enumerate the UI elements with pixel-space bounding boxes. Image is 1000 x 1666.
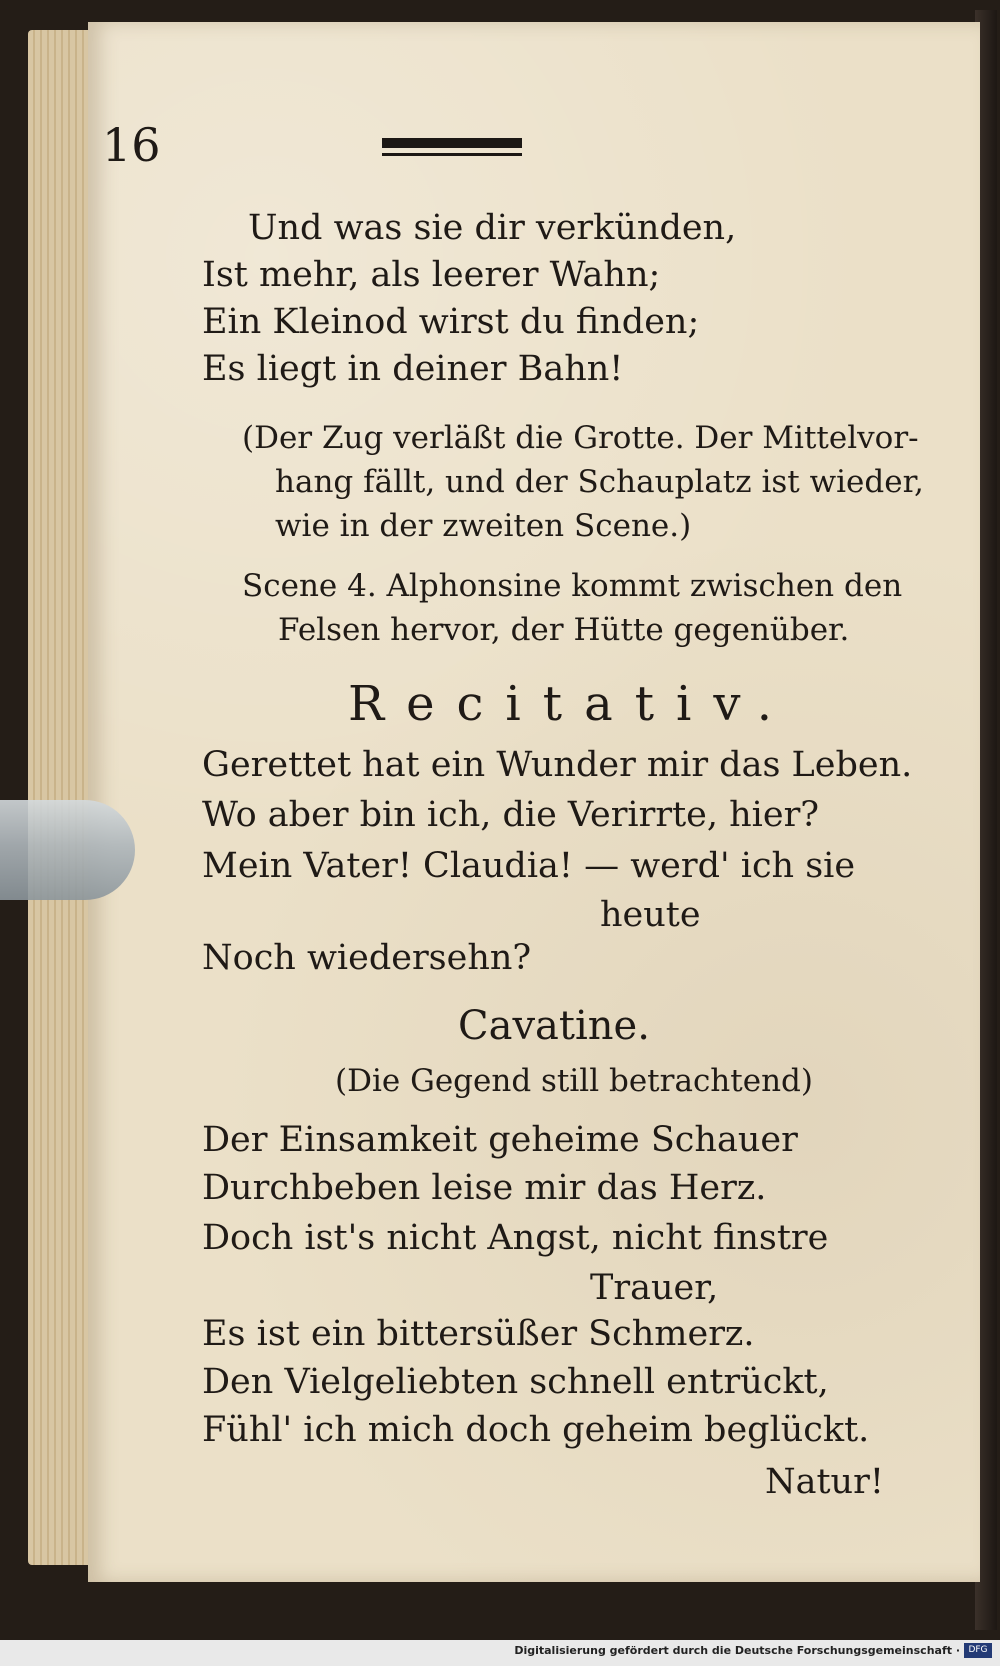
page-clip [0, 800, 135, 900]
footer-credit: Digitalisierung gefördert durch die Deutsche Forschungsgemeinschaft · [514, 1644, 960, 1657]
header-rule-thin [382, 153, 522, 156]
recitativ-line-turnover: heute [600, 895, 701, 935]
verse-line: Und was sie dir verkünden, [248, 208, 737, 248]
section-heading-cavatine: Cavatine. [458, 1003, 650, 1049]
cavatine-line: Doch ist's nicht Angst, nicht finstre [202, 1218, 829, 1258]
cavatine-line: Der Einsamkeit geheime Schauer [202, 1120, 798, 1160]
verse-line: Ist mehr, als leerer Wahn; [202, 255, 661, 295]
recitativ-line: Gerettet hat ein Wunder mir das Leben. [202, 745, 913, 785]
cavatine-line: Den Vielgeliebten schnell entrückt, [202, 1362, 829, 1402]
cavatine-line: Durchbeben leise mir das Herz. [202, 1168, 767, 1208]
dfg-logo: DFG [964, 1643, 992, 1658]
stage-direction-line: (Der Zug verläßt die Grotte. Der Mittelvor- [242, 420, 919, 456]
recitativ-line: Noch wiedersehn? [202, 938, 532, 978]
scene-direction-line: Felsen hervor, der Hütte gegenüber. [278, 612, 850, 648]
scene-direction-line: Scene 4. Alphonsine kommt zwischen den [242, 568, 903, 604]
header-rule-thick [382, 138, 522, 148]
page-number: 16 [102, 118, 161, 172]
cavatine-line: Fühl' ich mich doch geheim beglückt. [202, 1410, 870, 1450]
section-heading-recitativ: Recitativ. [348, 676, 795, 732]
stage-direction-line: hang fällt, und der Schauplatz ist wieder, [275, 464, 924, 500]
recitativ-line: Mein Vater! Claudia! — werd' ich sie [202, 846, 856, 886]
cavatine-line: Es ist ein bittersüßer Schmerz. [202, 1314, 755, 1354]
verse-line: Es liegt in deiner Bahn! [202, 349, 624, 389]
verse-line: Ein Kleinod wirst du finden; [202, 302, 700, 342]
stage-direction-line: wie in der zweiten Scene.) [275, 508, 692, 544]
cavatine-stage-note: (Die Gegend still betrachtend) [335, 1063, 813, 1099]
catchword: Natur! [765, 1462, 884, 1502]
cavatine-line-turnover: Trauer, [590, 1268, 719, 1308]
recitativ-line: Wo aber bin ich, die Verirrte, hier? [202, 795, 820, 835]
